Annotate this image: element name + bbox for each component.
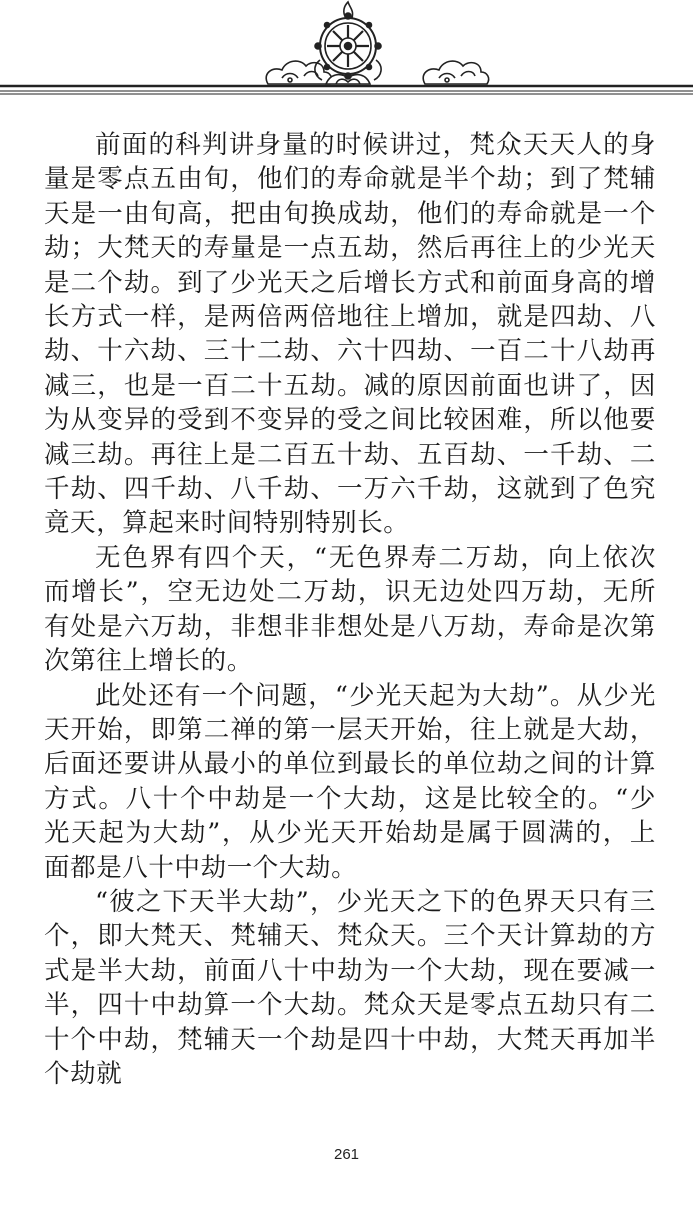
header-decoration (0, 0, 693, 110)
paragraph: 此处还有一个问题，“少光天起为大劫”。从少光天开始，即第二禅的第一层天开始，往上就是大劫，后面还要讲从最小的单位到最长的单位劫之间的计算方式。八十个中劫是一个大劫，这是比较全的。“少光天起为大劫”，从少光天开始劫是属于圆满的，上面都是八十中劫一个大劫。 (44, 680, 656, 883)
cloud-right-icon (423, 61, 488, 84)
body-text (44, 128, 656, 1091)
page-number: 261 (333, 1146, 360, 1163)
paragraph: 前面的科判讲身量的时候讲过，梵众天天人的身量是零点五由旬，他们的寿命就是半个劫；到了梵辅天是一由旬高，把由旬换成劫，他们的寿命就是一个劫；大梵天的寿量是一点五劫，然后再往上的少光天是二个劫。到了少光天之后增长方式和前面身高的增长方式一样，是两倍两倍地往上增加，就是四劫、八劫、十六劫、三十二劫、六十四劫、一百二十八劫再减三，也是一百二十五劫。减的原因前面也讲了，因为从变异的受到不变异的受之间比较困难，所以他要减三劫。再往上是二百五十劫、五百劫、一千劫、二千劫、四千劫、八千劫、一万六千劫，这就到了色究竟天，算起来时间特别特别长。 (44, 130, 656, 539)
header-rule (0, 86, 693, 94)
paragraph: “彼之下天半大劫”，少光天之下的色界天只有三个，即大梵天、梵辅天、梵众天。三个天计算劫的方式是半大劫，前面八十中劫为一个大劫，现在要减一半，四十中劫算一个大劫。梵众天是零点五劫只有二十个中劫，梵辅天一个劫是四十中劫，大梵天再加半个劫就 (44, 886, 656, 1089)
cloud-left-icon (266, 61, 331, 84)
paragraph: 无色界有四个天，“无色界寿二万劫，向上依次而增长”，空无边处二万劫，识无边处四万劫，无所有处是六万劫，非想非非想处是八万劫，寿命是次第次第往上增长的。 (44, 542, 656, 677)
page-header-ornament (0, 0, 693, 110)
